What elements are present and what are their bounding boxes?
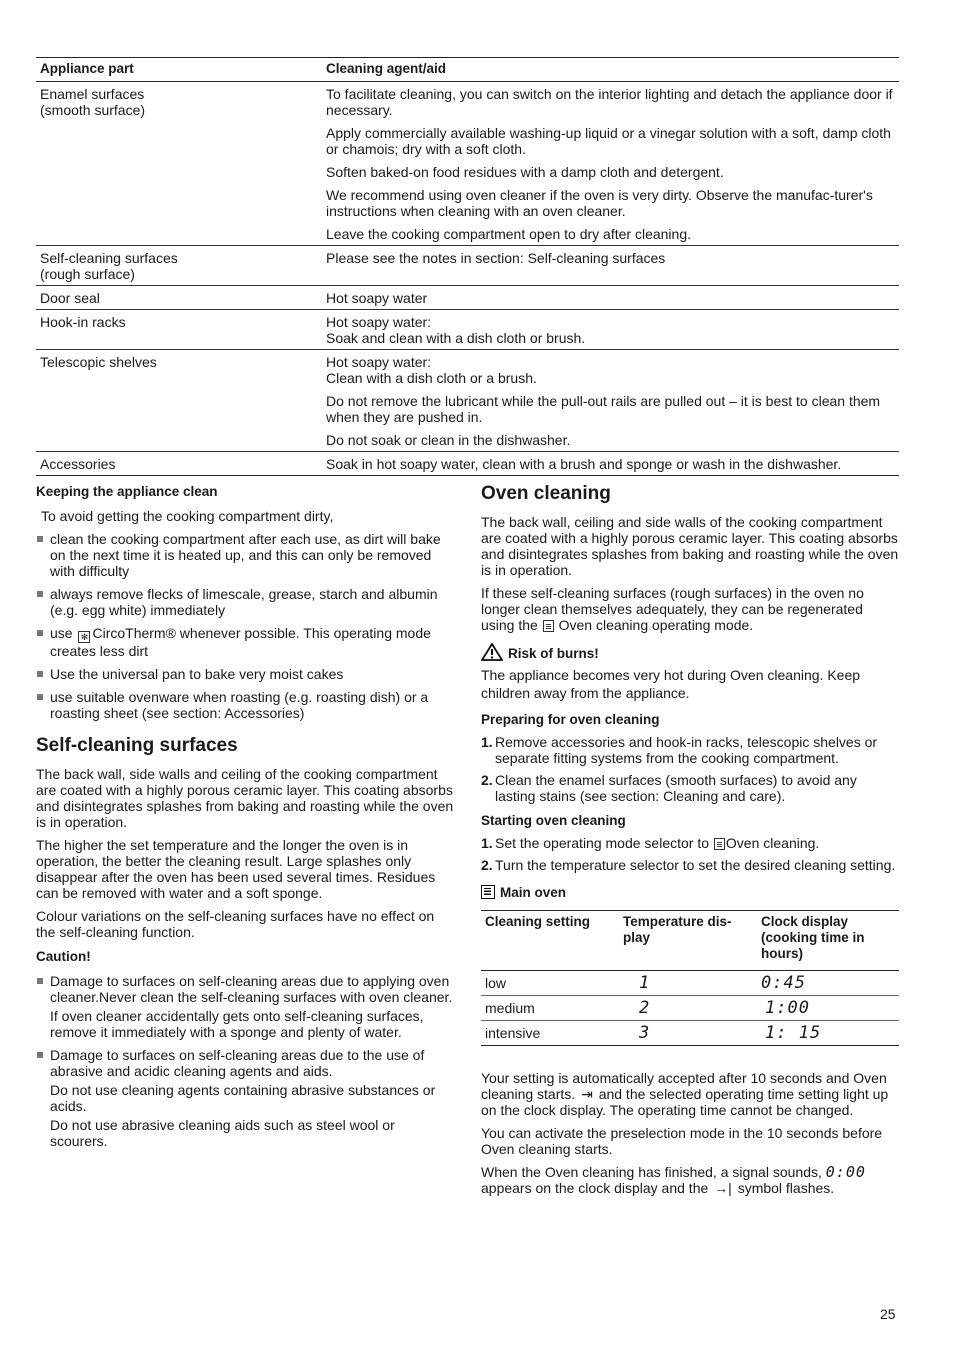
list-item: [36, 625, 454, 659]
part-sub: (rough surface): [40, 266, 135, 282]
agent-cell: [322, 82, 899, 246]
oven-cleaning-p2: [481, 585, 899, 633]
table-row: [36, 310, 899, 350]
text: and the selected operating time setting light up on the clock display. The operating time cannot be changed.: [481, 1086, 889, 1118]
caution-subtext: If oven cleaner accidentally gets onto self-cleaning surfaces, remove it immediately with a sponge and plenty of water.: [50, 1008, 424, 1040]
keeping-intro: To avoid getting the cooking compartment dirty,: [41, 508, 334, 524]
self-cleaning-p2: The higher the set temperature and the longer the oven is in operation, the better the cleaning result. Large splashes only disappear after the oven has been used several times. Residues can be removed with water and a soft sponge.: [36, 837, 436, 901]
preselection-text: You can activate the preselection mode in the 10 seconds before Oven cleaning starts.: [481, 1125, 883, 1157]
part-cell: [36, 452, 322, 476]
step-text: Oven cleaning.: [725, 835, 820, 851]
text: Your setting is automatically accepted after 10 seconds and Oven cleaning starts.: [481, 1070, 887, 1102]
risk-heading: [481, 643, 899, 662]
risk-heading-text: Risk of burns!: [508, 646, 599, 661]
list-item: 1. Set the operating mode selector to Oven cleaning.: [481, 835, 820, 851]
clock-display: 1:00: [765, 997, 810, 1018]
caution-subtext: Do not use abrasive cleaning aids such as steel wool or scourers.: [50, 1117, 395, 1149]
part-cell: [36, 286, 322, 310]
oven-cleaning-mode-icon: [543, 620, 554, 632]
caution-text: Damage to surfaces on self-cleaning areas due to applying oven cleaner.Never clean the self-cleaning surfaces with oven cleaner.: [50, 973, 453, 1005]
right-column: [481, 484, 899, 1203]
agent-text: Soak in hot soapy water, clean with a brush and sponge or wash in the dishwasher.: [326, 456, 842, 472]
step-text: Remove accessories and hook-in racks, telescopic shelves or separate fitting systems from the cooking compartment.: [495, 734, 878, 766]
temp-display: 2: [639, 997, 651, 1018]
left-column: [36, 484, 454, 1159]
part-name: Hook-in racks: [40, 314, 126, 330]
caution-list: [36, 973, 454, 1149]
agent-text: Hot soapy water: Clean with a dish cloth or a brush.: [326, 354, 537, 386]
agent-text: Hot soapy water: Soak and clean with a dish cloth or brush.: [326, 314, 586, 346]
temp-display: 1: [639, 972, 651, 993]
header-clock-display: Clock display (cooking time in hours): [757, 911, 899, 971]
list-item: 2. Turn the temperature selector to set the desired cleaning setting.: [481, 857, 896, 873]
list-item: [36, 973, 454, 1040]
agent-cell: [322, 286, 899, 310]
agent-cell: [322, 452, 899, 476]
clock-display: 1: 15: [765, 1022, 822, 1043]
oven-cleaning-p1: The back wall, ceiling and side walls of the cooking compartment are coated with a highly porous ceramic layer. This coating absorbs and disintegrates splashes from baking and roasting while the oven is in operation.: [481, 514, 899, 578]
oven-cleaning-heading: Oven cleaning: [481, 483, 611, 504]
bullet-text: use suitable ovenware when roasting (e.g. roasting dish) or a roasting sheet (see section: Accessories): [50, 689, 429, 721]
part-name: Self-cleaning surfaces: [40, 250, 178, 266]
agent-cell: [322, 246, 899, 286]
bullet-text: CircoTherm® whenever possible. This operating mode creates less dirt: [50, 625, 431, 659]
header-cleaning-agent: Cleaning agent/aid: [322, 58, 899, 82]
step-text: Set the operating mode selector to: [495, 835, 710, 851]
table-header-row: [36, 58, 899, 82]
main-oven-heading: [481, 885, 899, 901]
agent-text: Soften baked-on food residues with a damp cloth and detergent.: [326, 164, 724, 180]
bullet-text: always remove flecks of limescale, grease, starch and albumin (e.g. egg white) immediately: [50, 586, 438, 618]
list-item: [36, 586, 454, 618]
text: appears on the clock display and the: [481, 1180, 709, 1196]
agent-text: To facilitate cleaning, you can switch on the interior lighting and detach the appliance door if necessary.: [326, 86, 893, 118]
keeping-bullet-list: [36, 531, 454, 721]
table-row: [36, 246, 899, 286]
text: When the Oven cleaning has finished, a signal sounds,: [481, 1164, 822, 1180]
header-appliance-part: Appliance part: [36, 58, 322, 82]
table-row: [36, 286, 899, 310]
text: If these self-cleaning surfaces (rough surfaces) in the oven no longer clean themselves adequately, they can be regenerated using the: [481, 585, 864, 633]
preparing-heading: Preparing for oven cleaning: [481, 712, 660, 727]
table-row: [36, 452, 899, 476]
clock-display: 0:45: [761, 972, 806, 993]
clock-display: 0:00: [825, 1163, 866, 1181]
temp-display: 3: [639, 1022, 651, 1043]
step-text: Clean the enamel surfaces (smooth surfaces) to avoid any lasting stains (see section: Cleaning and care).: [495, 772, 857, 804]
text: Oven cleaning operating mode.: [558, 617, 754, 633]
starting-steps: [481, 835, 899, 873]
agent-text: We recommend using oven cleaner if the oven is very dirty. Observe the manufac-turer's instructions when cleaning with an oven cleaner.: [326, 187, 873, 219]
setting-cell: intensive: [481, 1021, 619, 1046]
page-number: 25: [880, 1306, 896, 1322]
risk-text: The appliance becomes very hot during Oven cleaning. Keep children away from the appliance.: [481, 667, 861, 701]
caution-text: Damage to surfaces on self-cleaning areas due to the use of abrasive and acidic cleaning agents and aids.: [50, 1047, 425, 1079]
caution-subtext: Do not use cleaning agents containing abrasive substances or acids.: [50, 1082, 436, 1114]
table-row: [36, 82, 899, 246]
list-item: 1. Remove accessories and hook-in racks, telescopic shelves or separate fitting systems from the cooking compartment.: [481, 734, 878, 766]
agent-cell: [322, 350, 899, 452]
table-row: [481, 996, 899, 1021]
part-cell: [36, 310, 322, 350]
caution-heading: Caution!: [36, 949, 91, 964]
bullet-text: clean the cooking compartment after each use, as dirt will bake on the next time it is heated up, and this can only be removed with difficulty: [50, 531, 441, 579]
part-cell: [36, 82, 322, 246]
list-item: [36, 666, 454, 682]
starting-heading: Starting oven cleaning: [481, 813, 626, 828]
cleaning-agents-table: [36, 57, 899, 476]
self-cleaning-p3: Colour variations on the self-cleaning surfaces have no effect on the self-cleaning function.: [36, 908, 435, 940]
part-name: Accessories: [40, 456, 116, 472]
finished-text: [481, 1164, 899, 1196]
start-arrow-icon: ⇥: [581, 1086, 593, 1102]
circotherm-fan-icon: ✻: [78, 631, 90, 643]
list-item: [36, 1047, 454, 1149]
table-header-row: [481, 911, 899, 971]
agent-text: Apply commercially available washing-up liquid or a vinegar solution with a soft, damp cloth or chamois; dry with a soft cloth.: [326, 125, 891, 157]
setting-cell: low: [485, 974, 507, 991]
self-cleaning-heading: Self-cleaning surfaces: [36, 735, 238, 756]
agent-text: Do not remove the lubricant while the pull-out rails are pulled out – it is best to clean them when they are pushed in.: [326, 393, 881, 425]
table-row: [481, 1021, 899, 1046]
table-row: [36, 350, 899, 452]
part-name: Enamel surfaces: [40, 86, 145, 102]
bullet-text: Use the universal pan to bake very moist cakes: [50, 666, 344, 682]
oven-cleaning-mode-icon: [714, 838, 725, 850]
list-item: [36, 531, 454, 579]
setting-accepted-text: [481, 1070, 899, 1118]
table-row: [481, 971, 899, 996]
part-name: Telescopic shelves: [40, 354, 157, 370]
preparing-steps: [481, 734, 899, 804]
cleaning-settings-table: [481, 910, 899, 1046]
agent-text: Do not soak or clean in the dishwasher.: [326, 432, 571, 448]
agent-text: Leave the cooking compartment open to dry after cleaning.: [326, 226, 691, 242]
header-temperature: Temperature dis-play: [619, 911, 757, 971]
part-name: Door seal: [40, 290, 100, 306]
list-item: [36, 689, 454, 721]
bullet-text: use: [50, 625, 73, 641]
end-arrow-icon: →|: [714, 1180, 732, 1196]
agent-cell: [322, 310, 899, 350]
agent-text: Please see the notes in section: Self-cleaning surfaces: [326, 250, 666, 266]
header-cleaning-setting: Cleaning setting: [481, 911, 619, 971]
main-oven-label: Main oven: [500, 885, 567, 900]
part-cell: [36, 246, 322, 286]
agent-text: Hot soapy water: [326, 290, 428, 306]
setting-cell: medium: [481, 996, 619, 1021]
text: symbol flashes.: [737, 1180, 835, 1196]
warning-triangle-icon: [481, 643, 503, 661]
step-text: Turn the temperature selector to set the desired cleaning setting.: [495, 857, 896, 873]
main-oven-icon: [481, 885, 495, 899]
list-item: 2. Clean the enamel surfaces (smooth surfaces) to avoid any lasting stains (see section: Cleaning and care).: [481, 772, 857, 804]
self-cleaning-p1: The back wall, side walls and ceiling of the cooking compartment are coated with a highly porous ceramic layer. This coating absorbs and disintegrates splashes from baking and roasting while the oven is in operation.: [36, 766, 454, 830]
keeping-clean-heading: Keeping the appliance clean: [36, 484, 218, 499]
part-cell: [36, 350, 322, 452]
part-sub: (smooth surface): [40, 102, 146, 118]
